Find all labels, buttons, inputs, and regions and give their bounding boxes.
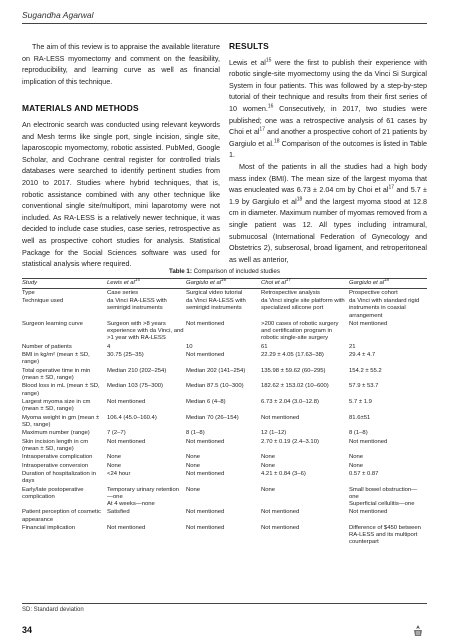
running-header-author: Sugandha Agarwal bbox=[22, 10, 94, 20]
table-row-label: BMI in kg/m² (mean ± SD, range) bbox=[22, 352, 90, 366]
table-cell: Not mentioned bbox=[107, 438, 146, 445]
table-cell: 4.21 ± 0.84 (3–6) bbox=[261, 470, 306, 477]
table-row bbox=[22, 509, 427, 525]
table-cell: Not mentioned bbox=[107, 524, 146, 531]
table-cell: da Vinci RA-LESS with semirigid instruments bbox=[107, 298, 167, 312]
table-cell: <24 hour bbox=[107, 470, 131, 477]
page-number: 34 bbox=[22, 625, 33, 635]
table-cell: Retrospective analysis bbox=[261, 289, 320, 296]
table-cell: Not mentioned bbox=[261, 414, 300, 421]
results-paragraph-2: Most of the patients in all the studies had a high body mass index (BMI). The mean size of the largest myoma that was enucleated was 6.73 ± 2.04 cm by Choi et $al^{17}$ and 5.7 ± 1.9 by Gargiulo et $al^{18}$ and the largest myoma stood at 12.8 cm in diameter. Maximum number of myomas removed from a single patient was 12. All types including intramural, submucosal (International Federation of Gynecology and Obstetrics 2), subserosal, broad ligament, and retroperitoneal as well as anterior, bbox=[229, 161, 427, 264]
table-cell: >200 cases of robotic surgery and certification program in robotic single-site surgery bbox=[261, 320, 339, 342]
table-row bbox=[22, 414, 427, 430]
table-cell: None bbox=[186, 462, 201, 469]
table-cell: Median 202 (141–254) bbox=[186, 367, 246, 374]
table-row bbox=[22, 454, 427, 462]
table-cell: Median 103 (75–300) bbox=[107, 383, 164, 390]
comparison-table bbox=[22, 279, 427, 547]
table-cell: Not mentioned bbox=[186, 470, 225, 477]
table-cell: Satisfied bbox=[107, 509, 130, 516]
table-cell: Not mentioned bbox=[186, 438, 225, 445]
table-row-label: Type bbox=[22, 289, 35, 296]
header-rule bbox=[22, 23, 427, 24]
table-cell: Not mentioned bbox=[349, 320, 388, 327]
table-cell: None bbox=[261, 454, 276, 461]
table-cell: 2.70 ± 0.19 (2.4–3.10) bbox=[261, 438, 319, 445]
table-cell: Difference of $450 between RA-LESS and its multiport counterpart bbox=[349, 524, 421, 546]
table-cell: 29.4 ± 4.7 bbox=[349, 352, 376, 359]
table-row-label: Patient perception of cosmetic appearance bbox=[22, 509, 101, 523]
table-cell: Not mentioned bbox=[186, 524, 225, 531]
table-cell: Surgeon with >8 years experience with da Vinci, and >1 year with RA-LESS bbox=[107, 320, 184, 342]
table-row bbox=[22, 383, 427, 399]
table-cell: Not mentioned bbox=[261, 509, 300, 516]
table-cell: 0.57 ± 0.87 bbox=[349, 470, 379, 477]
table-cell: 135.98 ± 59.62 (60–295) bbox=[261, 367, 326, 374]
table-cell: 61 bbox=[261, 343, 268, 350]
table-cell: Median 87.5 (10–300) bbox=[186, 383, 244, 390]
table-row bbox=[22, 298, 427, 321]
table-cell: 182.62 ± 153.02 (10–600) bbox=[261, 383, 329, 390]
table-cell: 106.4 (45.0–160.4) bbox=[107, 414, 157, 421]
table-row bbox=[22, 398, 427, 414]
table-row-label: Myoma weight in gm (mean ± SD, range) bbox=[22, 414, 100, 428]
table-row-label: Surgeon learning curve bbox=[22, 320, 83, 327]
table-cell: None bbox=[349, 454, 364, 461]
table-cell: 21 bbox=[349, 343, 356, 350]
results-paragraph-1: Lewis et $al^{15}$ were the first to publish their experience with robotic single-site myomectomy using the da Vinci Si Surgical System in four patients. This was followed by a step-by-step tutorial of their technique and results from their first series of 10 women.$^{16}$ Consecutively, in 2017, two studies were published; one was a retrospective analysis of 61 cases by Choi et $al^{17}$ and another a prospective cohort of 21 patients by Gargiulo et al.$^{18}$ Comparison of the outcomes is listed in Table 1. bbox=[229, 57, 428, 160]
table-cell: None bbox=[186, 454, 201, 461]
table-cell: None bbox=[186, 486, 201, 493]
table-cell: 154.2 ± 55.2 bbox=[349, 367, 382, 374]
table-row bbox=[22, 289, 427, 298]
table-cell: da Vinci with standard rigid instruments in coaxial arrangement bbox=[349, 298, 420, 319]
table-header-cell: Study bbox=[22, 279, 107, 289]
table-row bbox=[22, 486, 427, 509]
table-cell: 7 (2–7) bbox=[107, 430, 126, 437]
table-cell: Surgical video tutorial bbox=[186, 289, 243, 296]
table-header-cell: Lewis et $al^{15}$ bbox=[107, 279, 186, 289]
table-cell: None bbox=[107, 454, 122, 461]
table-cell: Prospective cohort bbox=[349, 289, 398, 296]
table-row-label: Intraoperative conversion bbox=[22, 462, 89, 469]
methods-heading: MATERIALS AND METHODS bbox=[22, 103, 139, 114]
results-heading: RESULTS bbox=[229, 41, 269, 51]
table-cell: 81.6±51 bbox=[349, 414, 371, 421]
table-cell: 57.9 ± 53.7 bbox=[349, 383, 379, 390]
table-cell: Median 6 (4–8) bbox=[186, 398, 226, 405]
table-cell: Median 70 (26–154) bbox=[186, 414, 239, 421]
table-row-label: Early/late postoperative complication bbox=[22, 486, 84, 500]
table-cell: Not mentioned bbox=[186, 509, 225, 516]
table-footnote: SD: Standard deviation bbox=[22, 607, 84, 613]
left-column bbox=[22, 41, 220, 270]
table-row bbox=[22, 343, 427, 351]
publisher-logo-icon bbox=[411, 624, 425, 643]
table-row-label: Maximum number (range) bbox=[22, 430, 90, 437]
table-cell: Not mentioned bbox=[349, 438, 388, 445]
table-row-label: Total operative time in min (mean ± SD, range) bbox=[22, 367, 91, 381]
table-cell: None bbox=[261, 462, 276, 469]
table-row-label: Largest myoma size in cm (mean ± SD, range) bbox=[22, 398, 91, 413]
table-row bbox=[22, 462, 427, 470]
table-cell: Not mentioned bbox=[186, 320, 225, 327]
table-row-label: Skin incision length in cm (mean ± SD, range) bbox=[22, 438, 89, 452]
table-row bbox=[22, 430, 427, 438]
table-cell: da Vinci single site platform with specialized silicone port bbox=[261, 298, 345, 312]
table-cell: 30.75 (25–35) bbox=[107, 352, 144, 359]
table-cell: Median 210 (202–254) bbox=[107, 367, 167, 374]
table-row bbox=[22, 524, 427, 547]
table-cell: Not mentioned bbox=[261, 524, 300, 531]
table-cell: 6.73 ± 2.04 (3.0–12.8) bbox=[261, 398, 319, 405]
table-row-label: Financial implication bbox=[22, 524, 76, 531]
table-caption: Table 1: Comparison of included studies bbox=[169, 268, 280, 275]
table-cell: 5.7 ± 1.9 bbox=[349, 398, 372, 405]
table-cell: Temporary urinary retention—one At 4 weeks—none bbox=[107, 486, 180, 507]
table-row-label: Blood loss in mL (mean ± SD, range) bbox=[22, 383, 100, 397]
table-row-label: Duration of hospitalization in days bbox=[22, 470, 97, 485]
table-row bbox=[22, 367, 427, 383]
table-cell: 12 (1–12) bbox=[261, 430, 287, 437]
table-row-label: Number of patients bbox=[22, 343, 72, 350]
table-cell: 8 (1–8) bbox=[349, 430, 368, 437]
table-row bbox=[22, 470, 427, 486]
intro-paragraph: The aim of this review is to appraise the available literature on RA-LESS myomectomy and comment on the feasibility, reproducibility, and learning curve as well as financial implication of this technique. bbox=[22, 42, 220, 86]
table-cell: da Vinci RA-LESS with semirigid instruments bbox=[186, 298, 246, 312]
table-header-row bbox=[22, 279, 427, 289]
table-row bbox=[22, 438, 427, 454]
table-cell: None bbox=[349, 462, 364, 469]
table-cell: Not mentioned bbox=[107, 398, 146, 405]
right-column bbox=[229, 41, 427, 265]
table-header-cell: Gargiulo et $al^{16}$ bbox=[186, 279, 261, 289]
table-cell: 4 bbox=[107, 343, 111, 350]
table-row bbox=[22, 320, 427, 343]
table-row-label: Technique used bbox=[22, 298, 64, 305]
table-cell: 8 (1–8) bbox=[186, 430, 205, 437]
table-cell: 10 bbox=[186, 343, 193, 350]
table-row bbox=[22, 352, 427, 368]
table-cell: Case series bbox=[107, 289, 139, 296]
table-cell: None bbox=[107, 462, 122, 469]
table-cell: Not mentioned bbox=[349, 509, 388, 516]
table-cell: 22.29 ± 4.05 (17.63–38) bbox=[261, 352, 324, 359]
table-cell: Not mentioned bbox=[186, 352, 225, 359]
methods-paragraph: An electronic search was conducted using relevant keywords and Mesh terms like single port, single incision, single site, laparoscopic myomectomy, robotic assisted. PubMed, Google Scholar, and Cochrane central register for controlled trials databases were searched to identify pertinent studies from 2010 to 2017. Studies where hybrid techniques, that is, robotic assistance combined with any other technique like conventional single site/multiport, mini laparotomy were not included. As RA-LESS is a relatively newer technique, it was decided to include case studies, case series, retrospective as well as prospective cohort studies for analysis. Statistical Package for the Social Sciences software was used for statistical analysis where required. bbox=[22, 119, 220, 269]
table-bottom-rule bbox=[22, 603, 427, 604]
table-header-cell: Choi et $al^{17}$ bbox=[261, 279, 349, 289]
table-cell: None bbox=[261, 486, 276, 493]
table-row-label: Intraoperative complication bbox=[22, 454, 93, 461]
table-header-cell: Gargiulo et $al^{18}$ bbox=[349, 279, 427, 289]
table-cell: Small bowel obstruction—one Superficial cellulitis—one bbox=[349, 486, 418, 507]
